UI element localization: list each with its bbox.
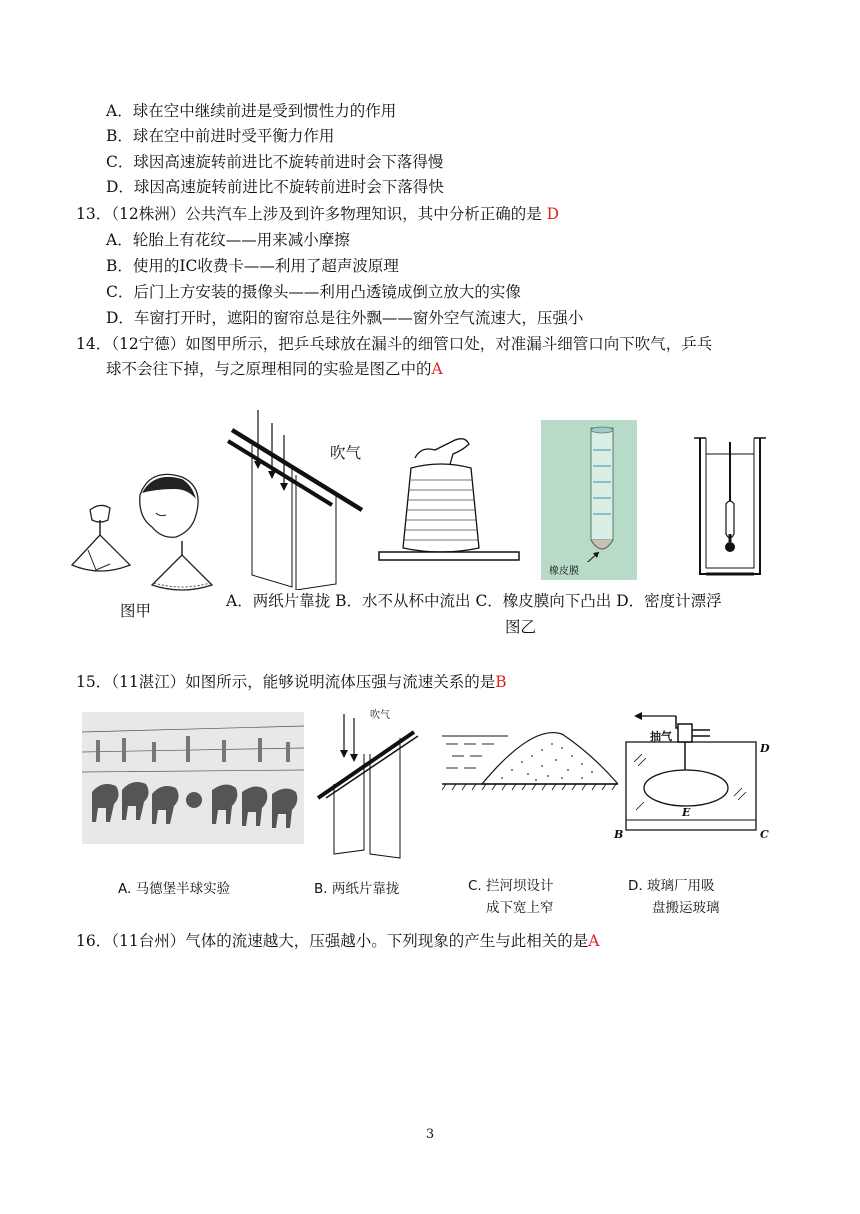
q13-option-c: C．后门上方安装的摄像头——利用凸透镜成倒立放大的实像 (106, 283, 521, 301)
q12-option-c: C．球因高速旋转前进比不旋转前进时会下落得慢 (106, 153, 444, 171)
q13-stem-text: 13．（12株洲）公共汽车上涉及到许多物理知识，其中分析正确的是 (76, 205, 542, 223)
q15-letter-b: B (614, 828, 624, 841)
q14-fig-jia-label: 图甲 (120, 602, 152, 620)
q15-caption-c1: C. 拦河坝设计 (468, 878, 554, 894)
q15-stem (76, 671, 507, 693)
q14-figure-a (222, 405, 372, 590)
q15-pump-label: 抽气 (650, 730, 672, 743)
q15-caption-d2: 盘搬运玻璃 (652, 900, 720, 916)
q15-caption-c2: 成下宽上窄 (486, 900, 554, 916)
q16-answer: A (588, 932, 600, 950)
q14-blow-label: 吹气 (330, 444, 362, 462)
q16-stem (76, 930, 599, 952)
q13-stem (76, 203, 559, 225)
q13-option-a: A．轮胎上有花纹——用来减小摩擦 (106, 231, 350, 249)
q15-caption-b: B. 两纸片靠拢 (314, 881, 400, 897)
q12-option-b: B．球在空中前进时受平衡力作用 (106, 127, 335, 145)
q15-letter-c: C (760, 828, 769, 841)
q14-fig-yi-label: 图乙 (505, 618, 537, 636)
q13-answer: D (546, 205, 560, 223)
q13-option-b: B．使用的IC收费卡——利用了超声波原理 (106, 257, 399, 275)
q13-option-d: D．车窗打开时，遮阳的窗帘总是往外飘——窗外空气流速大，压强小 (106, 309, 584, 327)
q16-stem-text: 16．（11台州）气体的流速越大，压强越小。下列现象的产生与此相关的是 (76, 932, 589, 950)
q14-stem-line2 (106, 358, 443, 380)
q12-option-d: D．球因高速旋转前进比不旋转前进时会下落得快 (106, 178, 444, 196)
q15-answer: B (495, 673, 507, 691)
q12-option-a: A．球在空中继续前进是受到惯性力的作用 (106, 102, 397, 120)
q14-captions: A．两纸片靠拢 B．水不从杯中流出 C．橡皮膜向下凸出 D．密度计漂浮 (226, 592, 722, 610)
q15-blow-label: 吹气 (370, 710, 390, 721)
page-number: 3 (425, 1127, 435, 1142)
q15-caption-d1: D. 玻璃厂用吸 (628, 878, 715, 894)
q15-stem-text: 15．（11湛江）如图所示，能够说明流体压强与流速关系的是 (76, 673, 496, 691)
q14-figure-c (541, 420, 637, 580)
q15-figure-b (314, 704, 424, 864)
q15-letter-e: E (682, 806, 691, 819)
q14-stem-text: 球不会往下掉，与之原理相同的实验是图乙中的 (106, 360, 432, 378)
q15-figure-c (442, 726, 618, 796)
q14-answer: A (431, 360, 443, 378)
q14-figure-b (375, 428, 525, 568)
q14-figure-jia (70, 465, 220, 595)
q15-caption-a: A. 马德堡半球实验 (118, 881, 231, 897)
q15-letter-d: D (760, 742, 770, 755)
q15-figure-d (606, 706, 776, 842)
q14-figure-d (690, 432, 770, 582)
q14-stem-line1: 14．（12宁德）如图甲所示，把乒乓球放在漏斗的细管口处，对准漏斗细管口向下吹气，乒乓 (76, 335, 713, 353)
q14-membrane-label: 橡皮膜 (549, 566, 579, 577)
q15-figure-a (82, 712, 304, 844)
